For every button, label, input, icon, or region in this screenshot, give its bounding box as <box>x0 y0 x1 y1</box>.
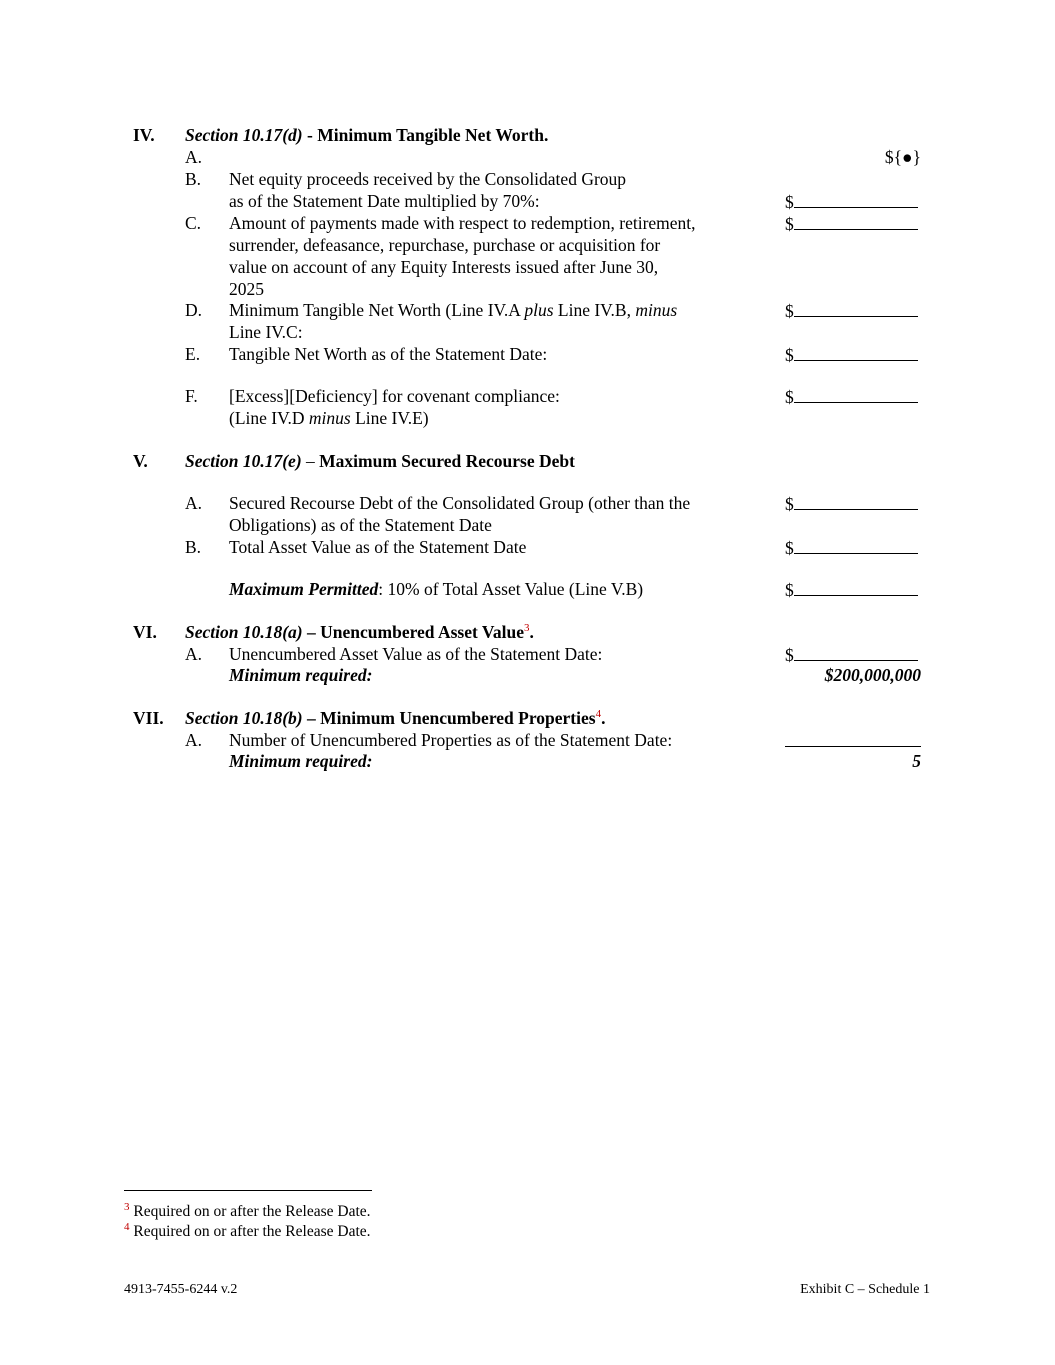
item-iv-d-letter: D. <box>185 300 203 320</box>
item-vii-min-label: Minimum required: <box>229 751 373 771</box>
section-vii-number: VII. <box>133 708 164 728</box>
item-v-b-amount-field[interactable] <box>785 536 921 559</box>
item-iv-a-value: ${●} <box>884 147 921 167</box>
item-iv-d-minus: minus <box>635 300 678 320</box>
item-iv-d-text-b: Line IV.B, <box>553 300 636 320</box>
item-vi-a-letter: A. <box>185 644 203 664</box>
item-v-b-letter: B. <box>185 537 202 557</box>
section-v-dash: – <box>301 451 320 471</box>
currency-symbol: $ <box>785 645 794 665</box>
item-iv-e-amount-field[interactable] <box>785 343 921 366</box>
section-vi-title: – Unencumbered Asset Value <box>302 622 525 642</box>
item-vi-min-label: Minimum required: <box>229 665 373 685</box>
item-v-a-letter: A. <box>185 493 203 513</box>
item-iv-d-line1 <box>229 299 677 321</box>
item-v-a-line1: Secured Recourse Debt of the Consolidated Group (other than the <box>229 493 691 513</box>
section-v-ref: Section 10.17(e) <box>185 451 302 471</box>
document-id: 4913-7455-6244 v.2 <box>124 1282 238 1297</box>
item-iv-f-letter: F. <box>185 386 198 406</box>
footnote-3-mark: 3 <box>124 1200 130 1213</box>
item-iv-c-line2: surrender, defeasance, repurchase, purchase or acquisition for <box>229 235 661 255</box>
item-iv-e-line1: Tangible Net Worth as of the Statement Date: <box>229 344 548 364</box>
max-permitted-label: Maximum Permitted <box>229 579 379 599</box>
section-v-heading <box>185 450 575 472</box>
currency-symbol: $ <box>785 387 794 407</box>
item-v-max-amount-field[interactable] <box>785 578 921 601</box>
currency-symbol: $ <box>785 580 794 600</box>
item-v-max-permitted <box>229 578 643 600</box>
item-iv-c-letter: C. <box>185 213 202 233</box>
item-iv-d-amount-field[interactable] <box>785 299 921 322</box>
section-vii-heading <box>185 707 605 729</box>
section-vi-heading <box>185 621 534 643</box>
footnote-4-text: Required on or after the Release Date. <box>129 1223 371 1240</box>
footnote-4 <box>124 1221 371 1243</box>
currency-symbol: $ <box>785 538 794 558</box>
section-vi-number: VI. <box>133 622 157 642</box>
footnote-4-mark: 4 <box>124 1220 130 1233</box>
item-vi-a-amount-field[interactable] <box>785 643 921 666</box>
currency-symbol: $ <box>785 192 794 212</box>
section-vii-period: . <box>601 708 606 728</box>
item-iv-b-amount-field[interactable] <box>785 190 921 213</box>
item-vi-min-value: $200,000,000 <box>824 665 921 685</box>
item-v-a-line2: Obligations) as of the Statement Date <box>229 515 492 535</box>
item-iv-d-plus: plus <box>524 300 554 320</box>
section-iv-ref: Section 10.17(d) <box>185 125 303 145</box>
currency-symbol: $ <box>785 214 794 234</box>
currency-symbol: $ <box>785 345 794 365</box>
item-vii-a-letter: A. <box>185 730 203 750</box>
item-iv-f-text-b: Line IV.E) <box>350 408 429 428</box>
item-vii-a-line1: Number of Unencumbered Properties as of the Statement Date: <box>229 730 673 750</box>
section-v-title: Maximum Secured Recourse Debt <box>319 451 575 471</box>
item-iv-b-line2: as of the Statement Date multiplied by 70%: <box>229 191 540 211</box>
item-iv-f-line2 <box>229 407 429 429</box>
footnote-ref-4[interactable]: 4 <box>595 708 602 721</box>
section-iv-number: IV. <box>133 125 155 145</box>
exhibit-label: Exhibit C – Schedule 1 <box>800 1282 930 1297</box>
footnote-ref-3[interactable]: 3 <box>524 622 530 635</box>
section-iv-heading <box>185 124 548 146</box>
item-iv-e-letter: E. <box>185 344 201 364</box>
item-iv-c-amount-field[interactable] <box>785 212 921 235</box>
section-vii-ref: Section 10.18(b) <box>185 708 303 728</box>
item-iv-f-minus: minus <box>308 408 351 428</box>
item-iv-c-line1: Amount of payments made with respect to redemption, retirement, <box>229 213 696 233</box>
currency-symbol: $ <box>785 301 794 321</box>
item-iv-c-line4: 2025 <box>229 279 264 299</box>
section-vi-period: . <box>529 622 534 642</box>
item-iv-b-line1: Net equity proceeds received by the Consolidated Group <box>229 169 627 189</box>
section-vi-ref: Section 10.18(a) <box>185 622 303 642</box>
max-permitted-text: : 10% of Total Asset Value (Line V.B) <box>378 579 644 599</box>
item-vii-a-count-field[interactable] <box>785 729 921 752</box>
item-iv-f-amount-field[interactable] <box>785 385 921 408</box>
item-v-a-amount-field[interactable] <box>785 492 921 515</box>
section-iv-title: - Minimum Tangible Net Worth. <box>307 125 549 145</box>
item-iv-f-text-a: (Line IV.D <box>229 408 309 428</box>
item-iv-c-line3: value on account of any Equity Interests issued after June 30, <box>229 257 659 277</box>
footnote-3 <box>124 1201 371 1223</box>
item-vii-min-value: 5 <box>912 751 921 771</box>
section-vii-title: – Minimum Unencumbered Properties <box>302 708 596 728</box>
item-iv-d-text-a: Minimum Tangible Net Worth (Line IV.A <box>229 300 525 320</box>
section-v-number: V. <box>133 451 148 471</box>
item-iv-a-letter: A. <box>185 147 203 167</box>
item-vi-a-line1: Unencumbered Asset Value as of the Statement Date: <box>229 644 603 664</box>
currency-symbol: $ <box>785 494 794 514</box>
item-iv-b-letter: B. <box>185 169 202 189</box>
footnote-separator <box>124 1190 372 1191</box>
item-v-b-line1: Total Asset Value as of the Statement Date <box>229 537 527 557</box>
item-iv-d-line2: Line IV.C: <box>229 322 303 342</box>
footnote-3-text: Required on or after the Release Date. <box>129 1203 371 1220</box>
item-iv-f-line1: [Excess][Deficiency] for covenant compliance: <box>229 386 560 406</box>
